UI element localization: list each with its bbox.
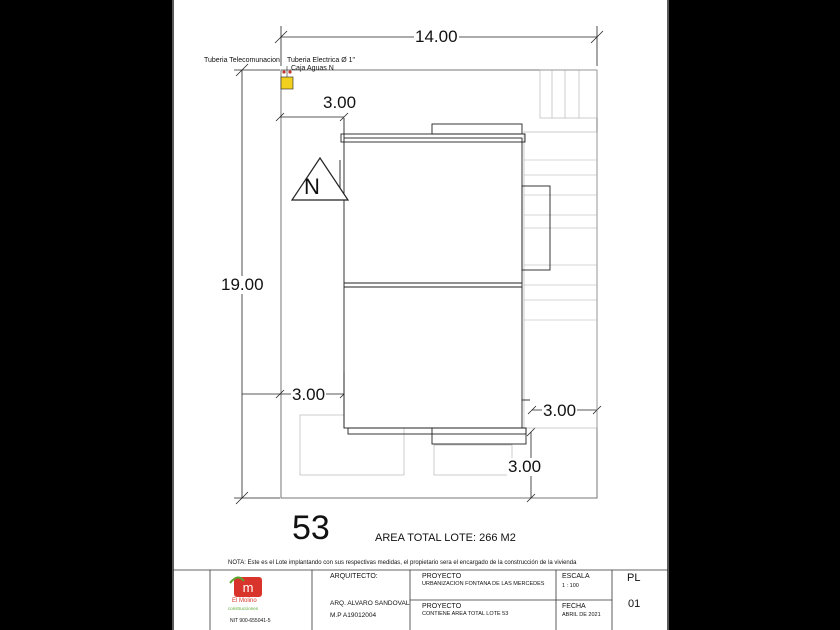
date-value: ABRIL DE 2021 [562, 612, 601, 618]
left-setback-dimension: 3.00 [292, 385, 326, 404]
architect-license: M.P A19012004 [330, 612, 377, 619]
architect-name: ARQ. ALVARO SANDOVAL [330, 600, 410, 607]
project-label: PROYECTO [422, 573, 462, 580]
water-box-label: Caja Aguas N [291, 65, 334, 72]
front-setback-dimension: 3.00 [323, 93, 357, 112]
lot-number: 53 [292, 509, 330, 547]
house-footprint [340, 118, 550, 444]
logo-text: El Molino [232, 598, 257, 604]
lot-area: AREA TOTAL LOTE: 266 M2 [375, 532, 516, 544]
sheet-number: 01 [628, 598, 641, 610]
project-value: URBANIZACION FONTANA DE LAS MERCEDES [422, 581, 545, 587]
telecom-pipe-label: Tuberia Telecomunacion [204, 57, 280, 64]
plan-sheet [172, 0, 669, 630]
electric-pipe-label: Tuberia Electrica Ø 1" [287, 57, 355, 64]
construction-note: NOTA: Este es el Lote implantando con sus respectivas medidas, el propietario sera el encargado de la construcción de la vivienda [228, 560, 577, 566]
rear-setback-dimension: 3.00 [508, 457, 542, 476]
scale-value: 1 : 100 [562, 583, 579, 589]
project-content-label: PROYECTO [422, 603, 462, 610]
svg-text:m: m [242, 580, 254, 595]
scale-label: ESCALA [562, 573, 590, 580]
date-label: FECHA [562, 603, 586, 610]
logo-subtitle: construcciones [228, 606, 259, 611]
width-dimension: 14.00 [415, 27, 458, 46]
right-setback-dimension: 3.00 [543, 401, 577, 420]
north-label: N [304, 174, 320, 199]
architect-label: ARQUITECTO: [330, 573, 378, 580]
company-logo [230, 577, 262, 597]
nit-number: NIT 900-655041-5 [230, 618, 271, 624]
depth-dimension: 19.00 [221, 275, 264, 294]
project-content-value: CONTIENE AREA TOTAL LOTE 53 [422, 611, 509, 617]
sheet-label: PL [627, 572, 641, 584]
utility-connection-box [281, 77, 293, 89]
